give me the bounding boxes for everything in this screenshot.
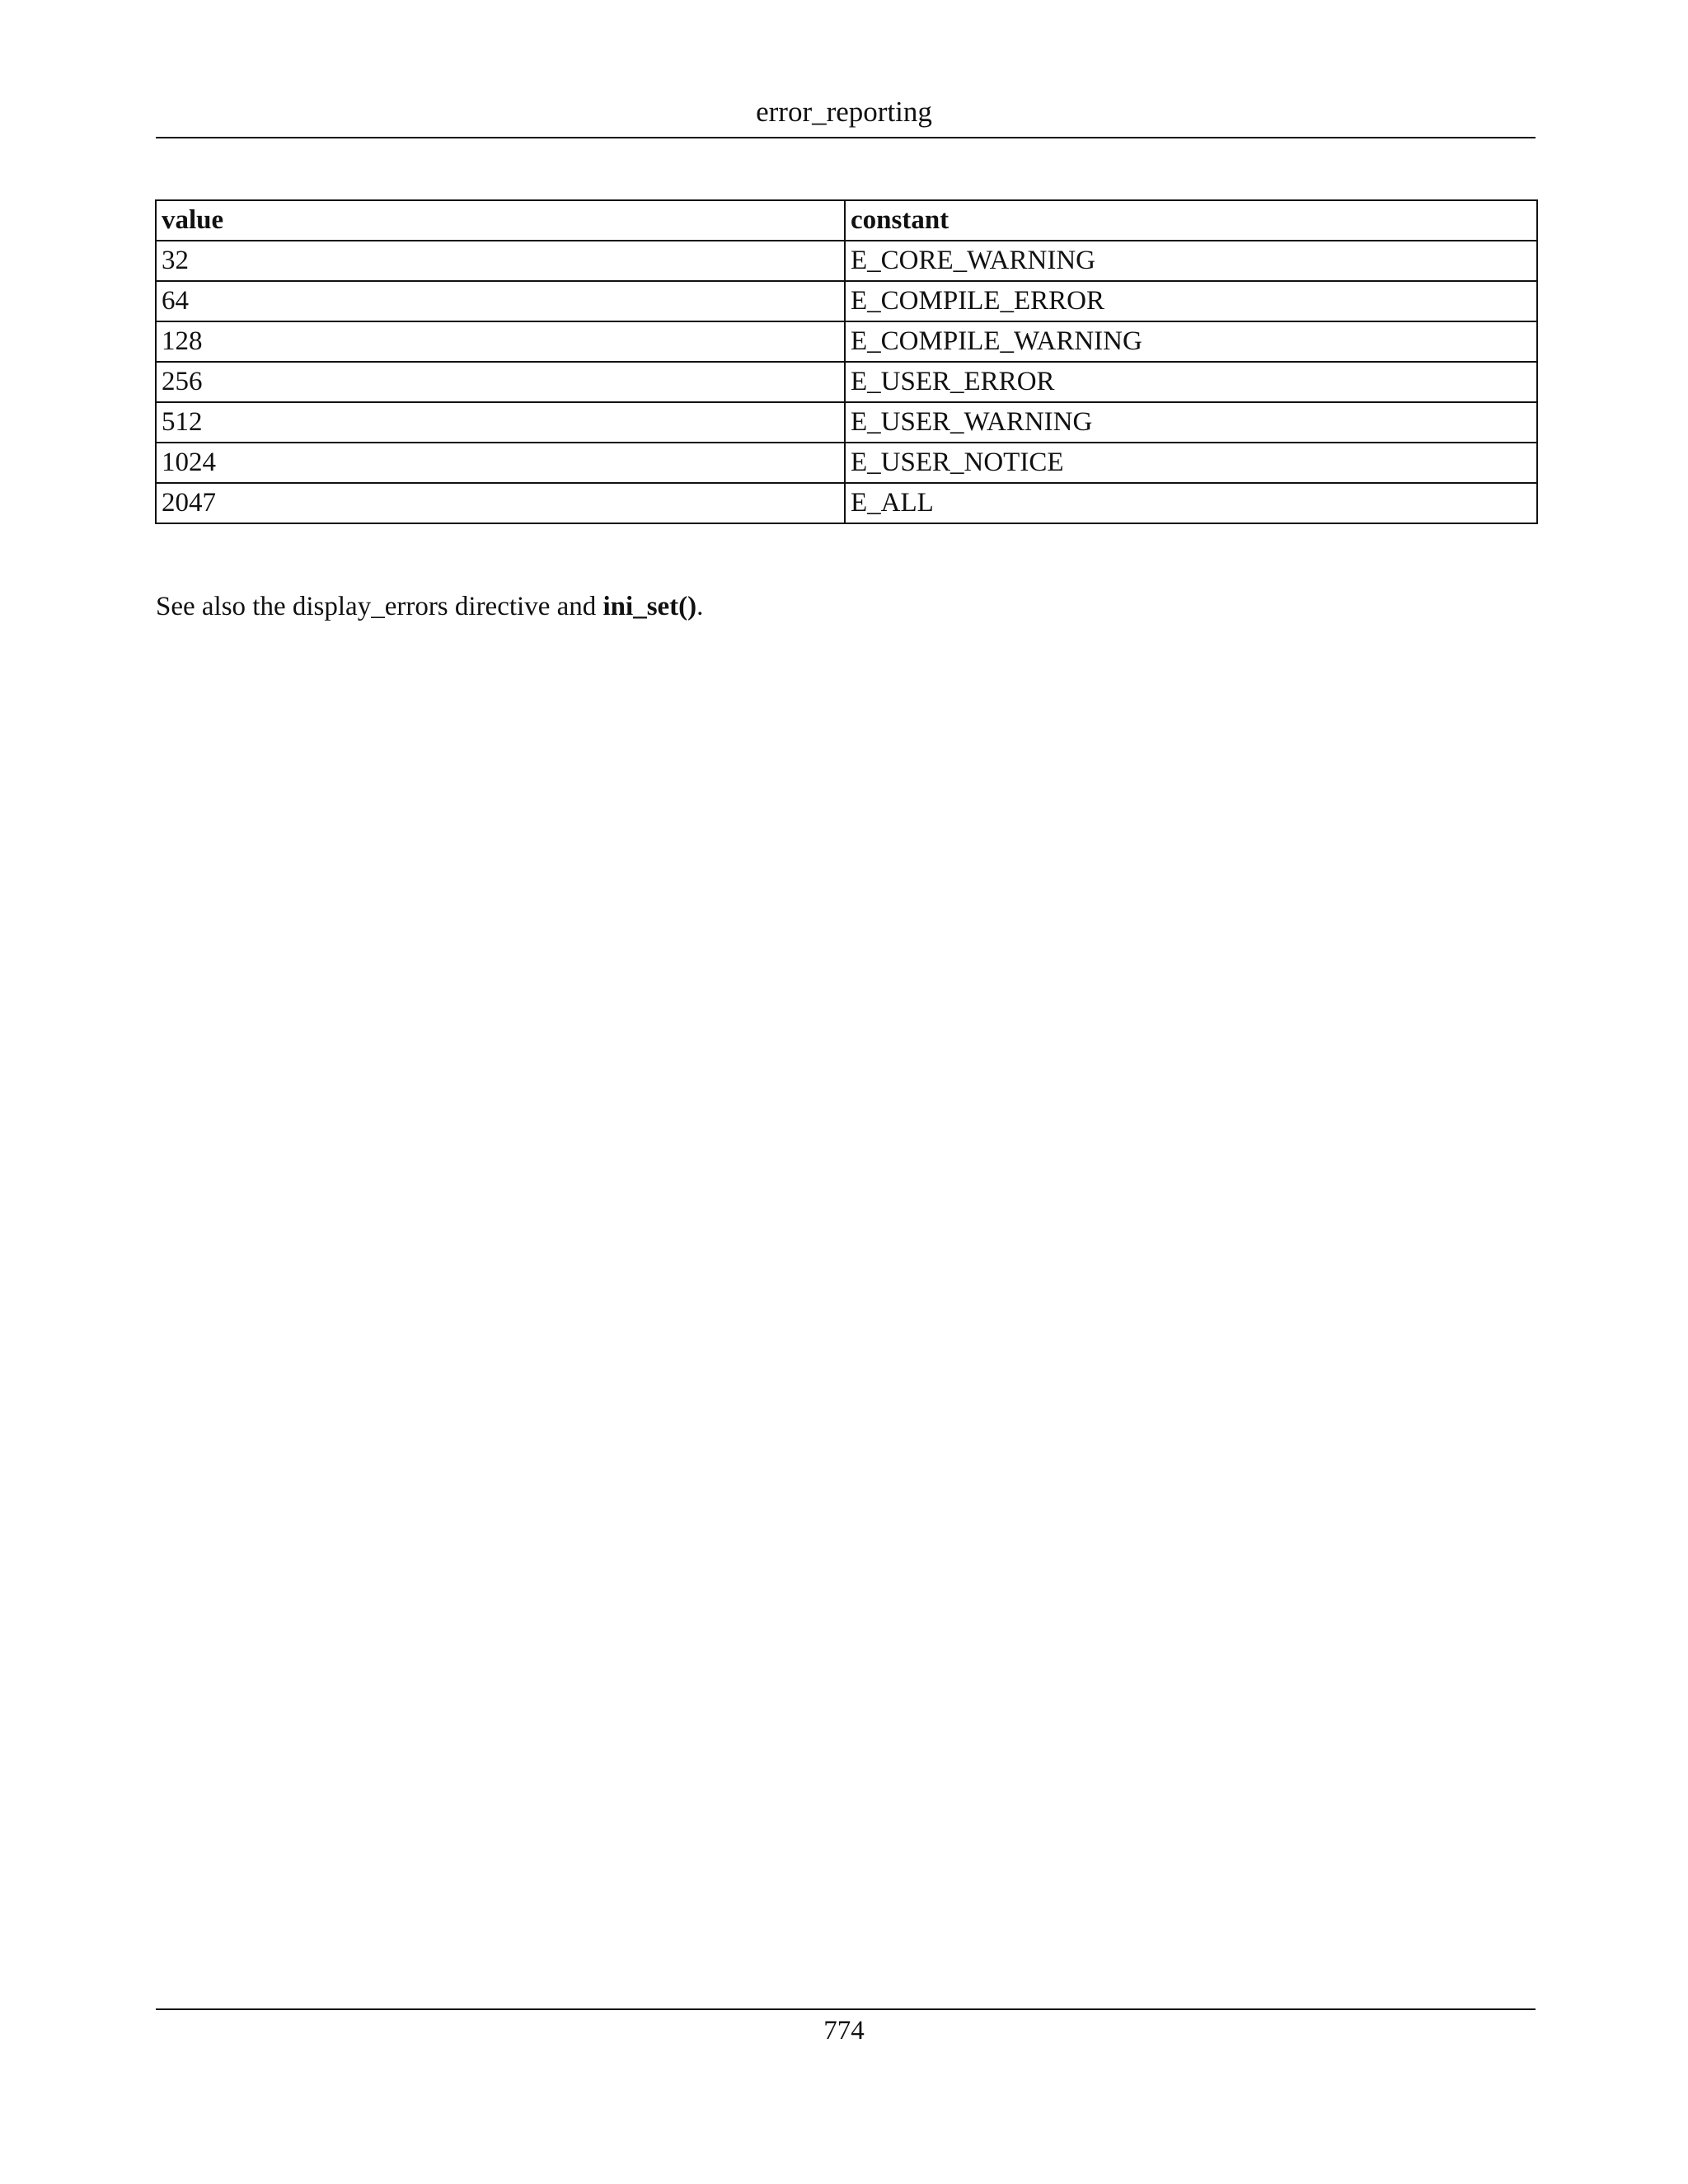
header-divider [156, 137, 1536, 138]
cell-constant: E_USER_ERROR [845, 362, 1537, 402]
cell-constant: E_ALL [845, 483, 1537, 523]
footer-divider [156, 2008, 1536, 2010]
ini-set-function-ref: ini_set() [603, 592, 697, 621]
table-header-row [156, 200, 1537, 241]
table-row [156, 241, 1537, 281]
table-row [156, 362, 1537, 402]
cell-value: 128 [156, 321, 845, 362]
cell-value: 2047 [156, 483, 845, 523]
see-also-paragraph [156, 588, 703, 625]
cell-value: 1024 [156, 443, 845, 483]
column-header-constant: constant [845, 200, 1537, 241]
table-row [156, 402, 1537, 443]
cell-constant: E_COMPILE_WARNING [845, 321, 1537, 362]
see-also-text: See also the display_errors directive and [156, 592, 603, 621]
table-row [156, 321, 1537, 362]
cell-value: 64 [156, 281, 845, 321]
cell-constant: E_USER_WARNING [845, 402, 1537, 443]
cell-constant: E_COMPILE_ERROR [845, 281, 1537, 321]
page-header-title: error_reporting [756, 96, 932, 128]
table-row [156, 443, 1537, 483]
cell-value: 256 [156, 362, 845, 402]
table-row [156, 483, 1537, 523]
cell-constant: E_CORE_WARNING [845, 241, 1537, 281]
column-header-value: value [156, 200, 845, 241]
table-row [156, 281, 1537, 321]
cell-constant: E_USER_NOTICE [845, 443, 1537, 483]
page-number: 774 [823, 2016, 865, 2046]
cell-value: 512 [156, 402, 845, 443]
see-also-suffix: . [696, 592, 704, 621]
cell-value: 32 [156, 241, 845, 281]
error-constants-table [155, 199, 1538, 524]
